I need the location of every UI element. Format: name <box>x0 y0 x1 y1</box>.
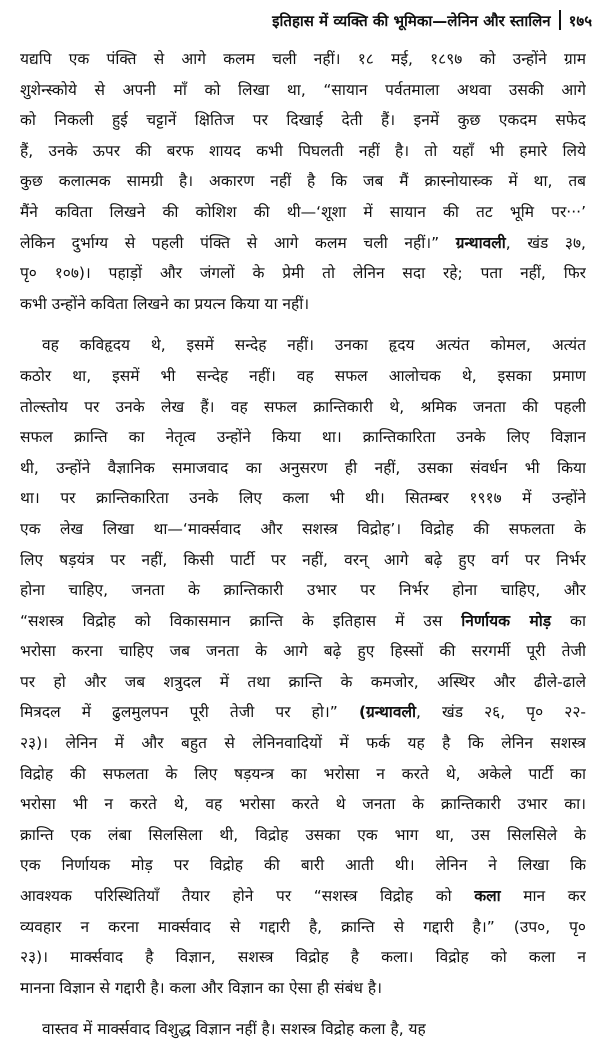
chapter-title: इतिहास में व्यक्ति की भूमिका—लेनिन और स्तालिन <box>272 12 551 30</box>
body-text <box>20 44 586 1045</box>
text-line: तोल्स्तोय पर उनके लेख हैं। वह सफल क्रान्तिकारी थे, श्रमिक जनता की पहली <box>20 397 586 416</box>
text-line: कठोर था, इसमें भी सन्देह नहीं। वह सफल आलोचक थे, इसका प्रमाण <box>20 366 586 385</box>
text-line: शुशेन्स्कोये से अपनी माँ को लिखा था, “सायान पर्वतमाला अथवा उसकी आगे <box>20 80 586 99</box>
bold-term: कला <box>474 887 501 906</box>
text-line: यद्यपि एक पंक्ति से आगे कलम चली नहीं। १८ मई, १८९७ को उन्होंने ग्राम <box>20 50 586 68</box>
text-line: “सशस्त्र विद्रोह को विकासमान क्रान्ति के इतिहास में उस निर्णायक मोड़ का <box>20 611 586 630</box>
text-line: हैं, उनके ऊपर की बरफ शायद कभी पिघलती नहीं है। तो यहाँ भी हमारे लिये <box>20 141 586 160</box>
text-line: एक निर्णायक मोड़ पर विद्रोह की बारी आती थी। लेनिन ने लिखा कि <box>20 856 586 875</box>
bold-term: निर्णायक मोड़ <box>461 611 552 630</box>
text-line: वास्तव में मार्क्सवाद विशुद्ध विज्ञान नहीं है। सशस्त्र विद्रोह कला है, यह <box>42 1020 426 1039</box>
text-line: २३)। लेनिन में और बहुत से लेनिनवादियों में फर्क यह है कि लेनिन सशस्त्र <box>20 734 586 753</box>
text-line: को निकली हुई चट्टानें क्षितिज पर दिखाई देती हैं। इनमें कुछ एकदम सफेद <box>20 111 586 130</box>
text-line: विद्रोह की सफलता के लिए षड़यन्त्र का भरोसा न करते थे, अकेले पार्टी का <box>20 764 586 783</box>
text-line: था। पर क्रान्तिकारिता उनके लिए कला भी थी। सितम्बर १९१७ में उन्होंने <box>20 489 586 508</box>
text-line: आवश्यक परिस्थितियाँ तैयार होने पर “सशस्त्र विद्रोह को कला मान कर <box>20 887 586 906</box>
bold-term: ग्रन्थावली <box>455 233 506 252</box>
paragraph-1 <box>20 44 586 319</box>
text-line: मैंने कविता लिखने की कोशिश की थी—‘शूशा में सायान की तट भूमि पर···’ <box>20 202 586 221</box>
text-line: एक लेख लिखा था—‘मार्क्सवाद और सशस्त्र विद्रोह’। विद्रोह की सफलता के <box>20 519 586 538</box>
paragraph-3 <box>20 1014 586 1045</box>
text-line: मानना विज्ञान से गद्दारी है। कला और विज्ञान का ऐसा ही संबंध है। <box>20 978 382 997</box>
text-line: सफल क्रान्ति का नेतृत्व उन्होंने किया था। क्रान्तिकारिता उनके लिए विज्ञान <box>20 428 586 447</box>
bold-term: (ग्रन्थावली <box>358 703 416 722</box>
text-line: क्रान्ति एक लंबा सिलसिला थी, विद्रोह उसका एक भाग था, उस सिलसिले के <box>20 825 586 844</box>
header-divider <box>559 10 561 30</box>
text-line: थी, उन्होंने वैज्ञानिक समाजवाद का अनुसरण ही नहीं, उसका संवर्धन भी किया <box>20 458 586 477</box>
text-line: होना चाहिए, जनता के क्रान्तिकारी उभार पर निर्भर होना चाहिए, और <box>20 581 586 600</box>
text-line: लिए षड़यंत्र पर नहीं, किसी पार्टी पर नहीं, वरन् आगे बढ़े हुए वर्ग पर निर्भर <box>20 550 586 569</box>
text-line: भरोसा करना चाहिए जब जनता के आगे बढ़े हुए हिस्सों की सरगर्मी पूरी तेजी <box>20 642 586 661</box>
text-line: कभी उन्होंने कविता लिखने का प्रयत्न किया या नहीं। <box>20 294 310 313</box>
page-number: १७५ <box>568 12 592 30</box>
text-line: पर हो और जब शत्रुदल में तथा क्रान्ति के कमजोर, अस्थिर और ढीले-ढाले <box>20 672 586 691</box>
text-line: कुछ कलात्मक सामग्री है। अकारण नहीं है कि जब मैं क्रास्नोयास्र्क में था, तब <box>20 172 586 191</box>
running-header <box>0 6 592 36</box>
text-line: मित्रदल में ढुलमुलपन पूरी तेजी पर हो।” (ग्रन्थावली, खंड २६, पृ० २२- <box>20 703 586 722</box>
text-line: व्यवहार न करना मार्क्सवाद से गद्दारी है, क्रान्ति से गद्दारी है।” (उप०, पृ० <box>20 917 586 936</box>
text-line: २३)। मार्क्सवाद है विज्ञान, सशस्त्र विद्रोह है कला। विद्रोह को कला न <box>20 948 586 967</box>
text-line: वह कविहृदय थे, इसमें सन्देह नहीं। उनका हृदय अत्यंत कोमल, अत्यंत <box>42 336 586 355</box>
text-line: पृ० १०७)। पहाड़ों और जंगलों के प्रेमी तो लेनिन सदा रहे; पता नहीं, फिर <box>20 264 586 283</box>
paragraph-2 <box>20 330 586 1003</box>
text-line: लेकिन दुर्भाग्य से पहली पंक्ति से आगे कलम चली नहीं।” ग्रन्थावली, खंड ३७, <box>20 233 586 252</box>
text-line: भरोसा भी न करते थे, वह भरोसा करते थे जनता के क्रान्तिकारी उभार का। <box>20 795 586 814</box>
